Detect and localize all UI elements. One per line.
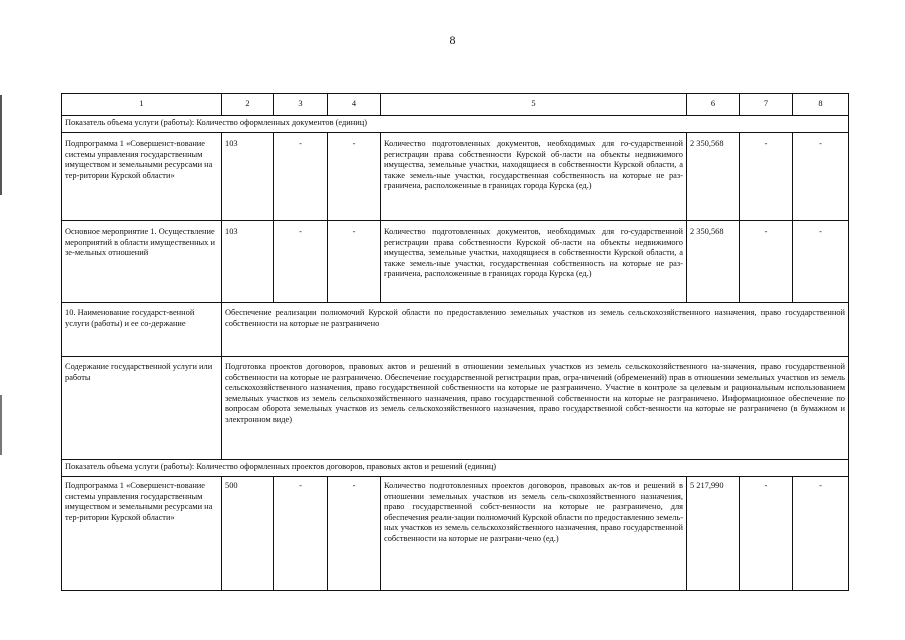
- value-cell: -: [793, 133, 849, 221]
- value-cell: -: [740, 477, 793, 591]
- value-cell: -: [274, 133, 328, 221]
- table-row: [62, 303, 849, 357]
- service-content-text: Подготовка проектов договоров, правовых актов и решений в отношении земельных участков из земель сельскохозяйственного на-значения, право государственной собственности на которые не разграничено. Обеспечение государственной регистрации прав, огра-ничений (обременений) прав в отношении земельных участков из земель сельскохозяйственного назначения, право государственной собственности на которые не разграничено. Участие в контроле за целевым и рациональным использованием земельных участков из земель сельскохозяйственного назначения, право государственной собственности на которые не разграничено. Информационное обеспечение по вопросам оборота земельных участков из земель сельскохозяйственного назначения, право государственной собст-венности на которые не разграничено (в бумажном и электронном виде): [222, 357, 849, 460]
- value-cell: -: [328, 477, 381, 591]
- service-name-label: 10. Наименование государст-венной услуги (работы) и ее со-держание: [62, 303, 222, 357]
- column-header: 6: [687, 94, 740, 116]
- scan-edge-mark: [0, 395, 2, 455]
- table-row: [62, 221, 849, 303]
- page-number: 8: [449, 33, 456, 47]
- indicator-description: Количество подготовленных проектов договоров, правовых ак-тов и решений в отношении земельных участков из земель сель-скохозяйственного назначения, право государственной собст-венности на которые не разграничено, для обеспечения реали-зации полномочий Курской области по предоставлению земель-ных участков из земель сельскохозяйственного назначения, право государственной собственности на которые не разграни-чено (ед.): [381, 477, 687, 591]
- value-cell: -: [328, 221, 381, 303]
- column-header: 4: [328, 94, 381, 116]
- value-cell: -: [793, 221, 849, 303]
- value-cell: 2 350,568: [687, 221, 740, 303]
- column-header: 7: [740, 94, 793, 116]
- value-cell: -: [274, 477, 328, 591]
- value-cell: -: [274, 221, 328, 303]
- value-cell: -: [328, 133, 381, 221]
- program-name: Подпрограмма 1 «Совершенст-вование системы управления государственным имуществом и земельными ресурсами на тер-ритории Курской области»: [62, 477, 222, 591]
- column-header: 2: [222, 94, 274, 116]
- value-cell: 5 217,990: [687, 477, 740, 591]
- table-row: [62, 357, 849, 460]
- program-name: Основное мероприятие 1. Осуществление мероприятий в области имущественных и зе-мельных отношений: [62, 221, 222, 303]
- value-cell: 103: [222, 221, 274, 303]
- table-row: [62, 477, 849, 591]
- value-cell: 103: [222, 133, 274, 221]
- indicator-table: [61, 93, 849, 591]
- scan-edge-mark: [0, 95, 2, 195]
- column-header: 8: [793, 94, 849, 116]
- value-cell: -: [793, 477, 849, 591]
- value-cell: -: [740, 133, 793, 221]
- service-name-text: Обеспечение реализации полномочий Курской области по предоставлению земельных участков из земель сельскохозяйственного назначения, право государственной собственности на которые не разграничено: [222, 303, 849, 357]
- indicator-description: Количество подготовленных документов, необходимых для го-сударственной регистрации права собственности Курской об-ласти на объекты недвижимого имущества, земельные участки, находящиеся в собственности Курской области, а также земель-ные участки, государственная собственность на которые не раз-граничена, расположенные в границах города Курска (ед.): [381, 133, 687, 221]
- value-cell: 2 350,568: [687, 133, 740, 221]
- column-header: 3: [274, 94, 328, 116]
- volume-indicator-label: Показатель объема услуги (работы): Количество оформленных документов (единиц): [62, 116, 849, 133]
- value-cell: -: [740, 221, 793, 303]
- column-number-row: [62, 94, 849, 116]
- service-content-label: Содержание государственной услуги или работы: [62, 357, 222, 460]
- value-cell: 500: [222, 477, 274, 591]
- column-header: 5: [381, 94, 687, 116]
- table-row: [62, 133, 849, 221]
- volume-indicator-row: [62, 460, 849, 477]
- volume-indicator-label: Показатель объема услуги (работы): Количество оформленных проектов договоров, правовых актов и решений (единиц): [62, 460, 849, 477]
- column-header: 1: [62, 94, 222, 116]
- program-name: Подпрограмма 1 «Совершенст-вование системы управления государственным имуществом и земельными ресурсами на тер-ритории Курской области»: [62, 133, 222, 221]
- indicator-description: Количество подготовленных документов, необходимых для го-сударственной регистрации права собственности Курской об-ласти на объекты недвижимого имущества, земельные участки, находящиеся в собственности Курской области, а также земель-ные участки, государственная собственность на которые не раз-граничена, расположенные в границах города Курска (ед.): [381, 221, 687, 303]
- volume-indicator-row: [62, 116, 849, 133]
